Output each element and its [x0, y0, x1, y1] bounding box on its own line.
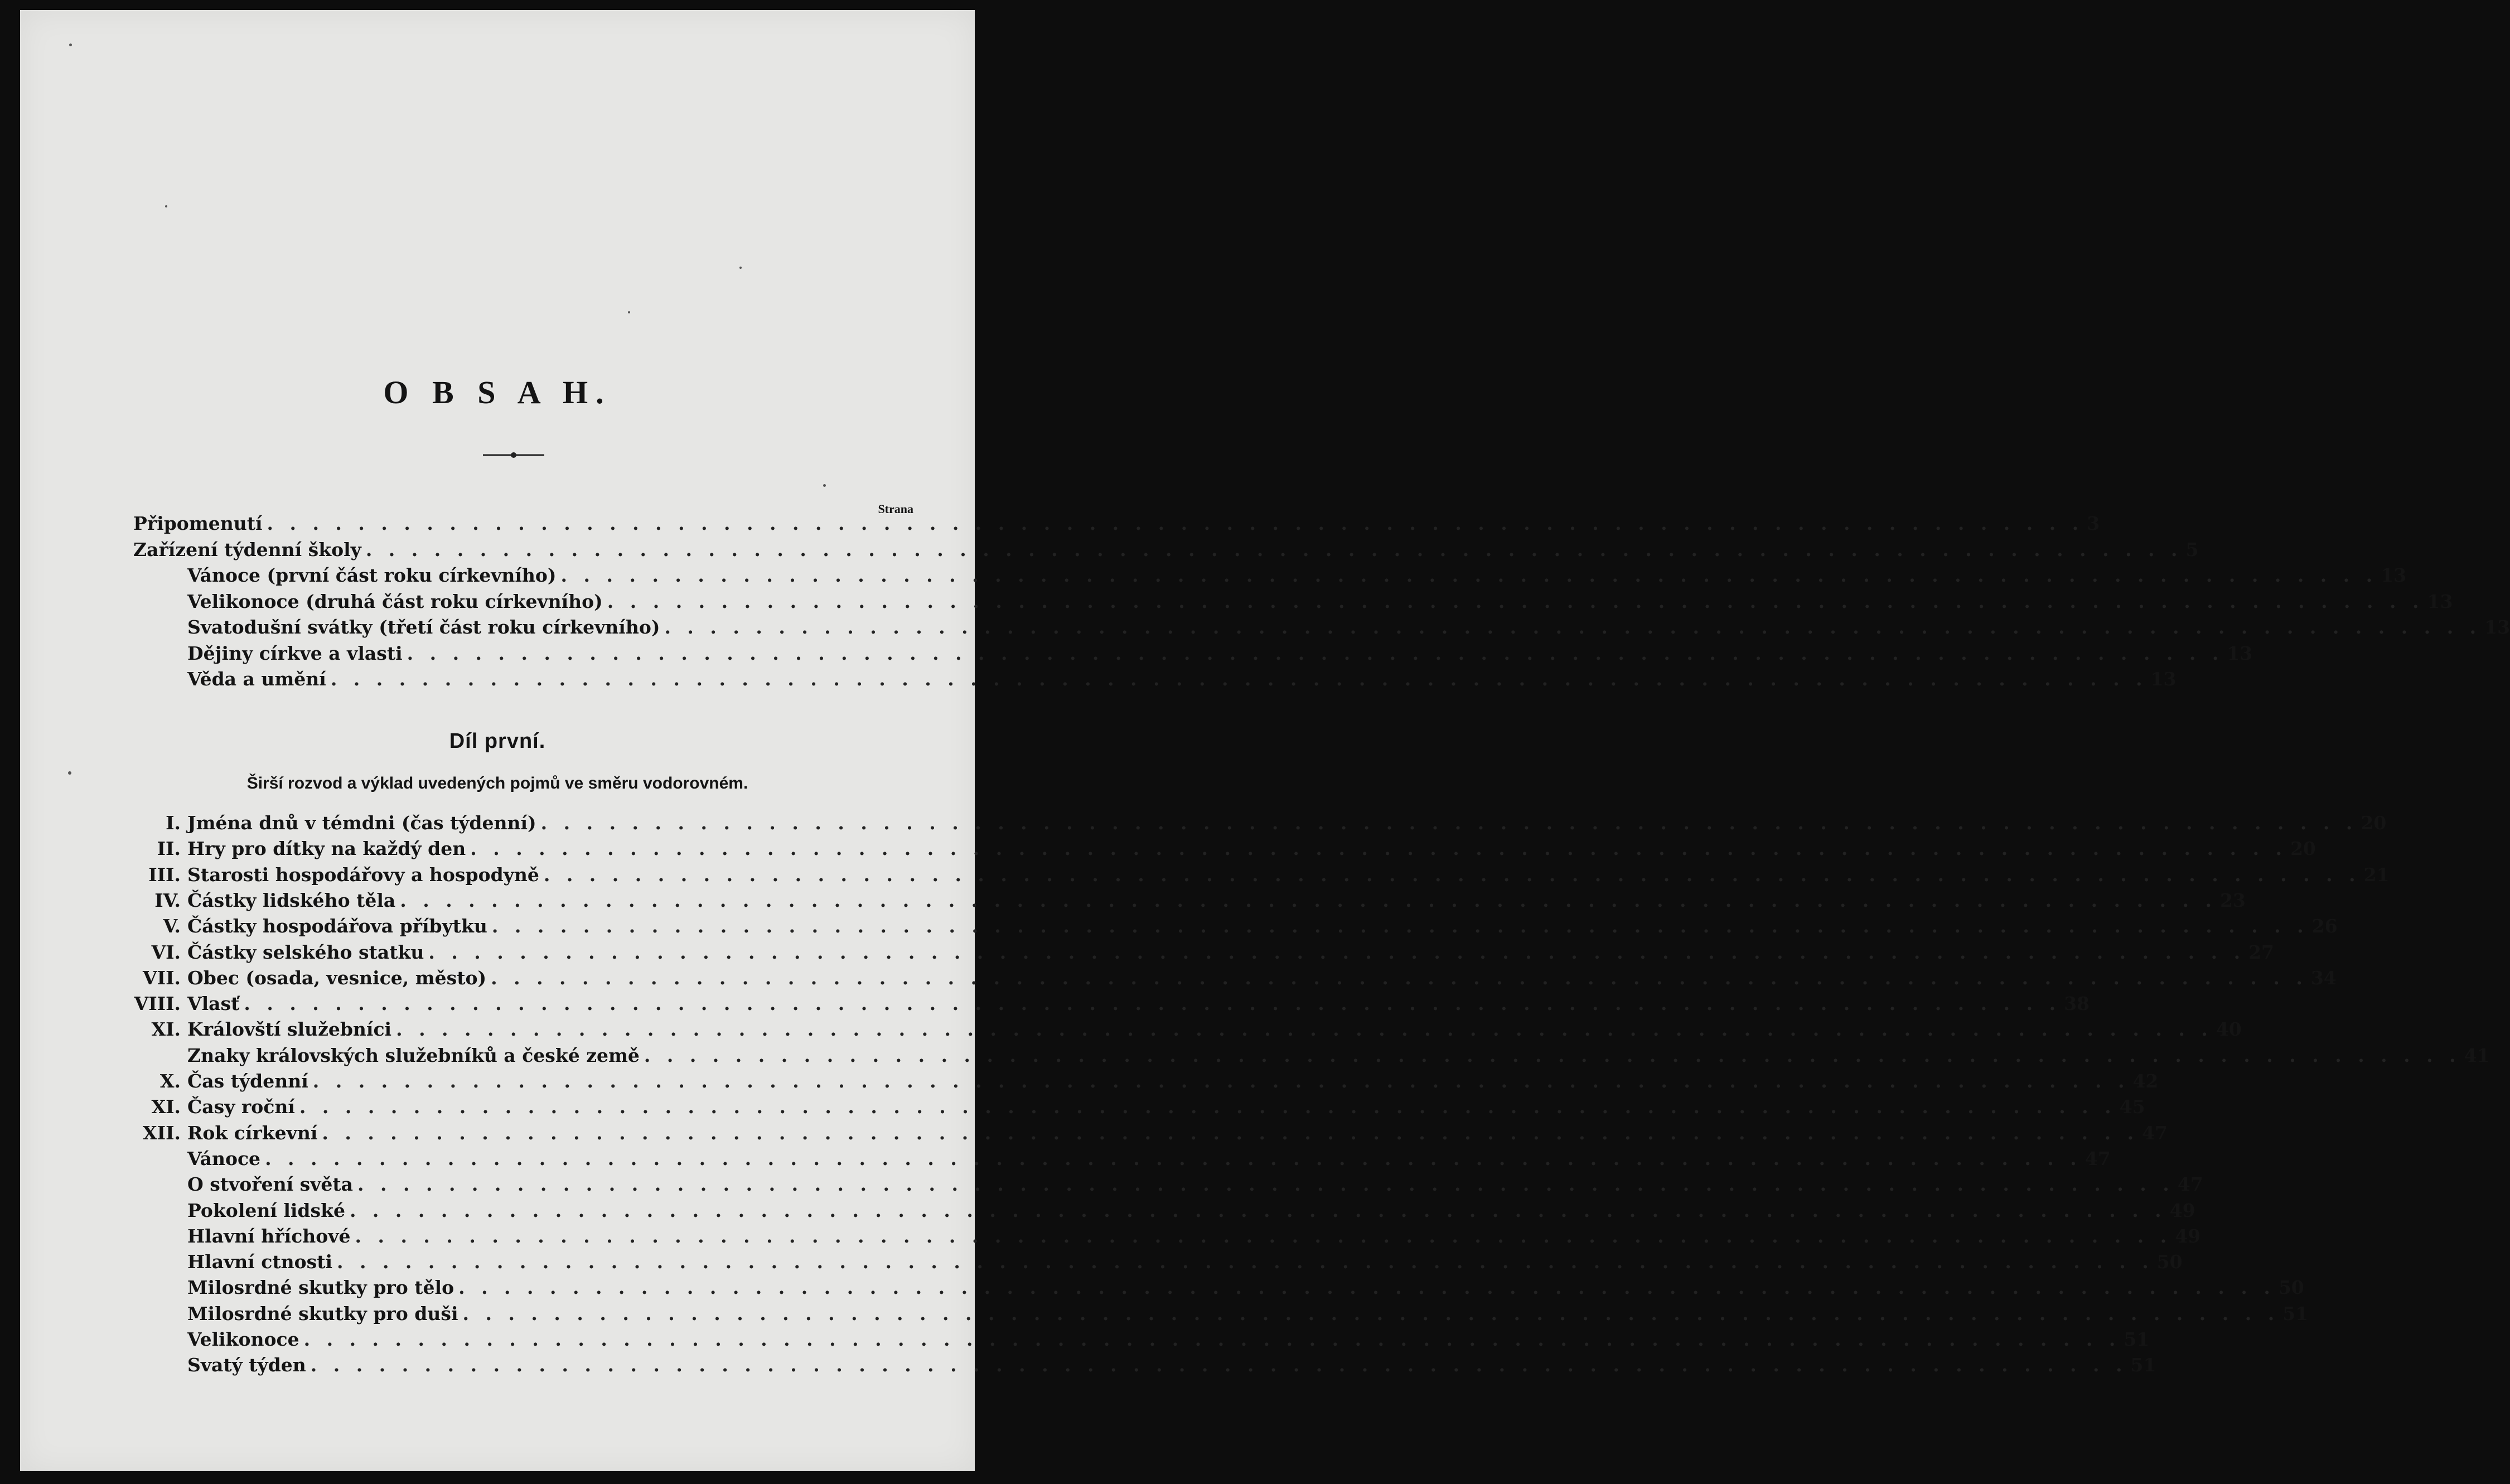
- toc-entry-page: 5: [2185, 538, 2199, 560]
- toc-entry: [157, 836, 2316, 862]
- part-heading: Díl první.: [449, 729, 546, 753]
- leader-dots: . . . . . . . . . . . . . . . . . . . . . . . . . . . . . . . . . . . . . . . . . . . . . . . . . . . . . . . . . . . . . . . . . . . . . . . . . . . . . . . .: [491, 966, 2308, 989]
- book-page: [20, 10, 2510, 1471]
- toc-entry-number: II.: [157, 838, 181, 860]
- toc-entry: [151, 940, 2274, 965]
- toc-entry-title: Věda a umění: [187, 668, 326, 690]
- toc-entry-page: 13: [2484, 616, 2510, 638]
- speck: [628, 311, 630, 313]
- leader-dots: . . . . . . . . . . . . . . . . . . . . . . . . . . . . . . . . . . . . . . . . . . . . . . . . . . . . . . . . . . . . . . . . . . . . . . . . . . . . . . . .: [310, 1354, 2127, 1376]
- toc-entry-number: XI.: [151, 1018, 181, 1041]
- toc-entry: [187, 615, 2510, 640]
- leader-dots: . . . . . . . . . . . . . . . . . . . . . . . . . . . . . . . . . . . . . . . . . . . . . . . . . . . . . . . . . . . . . . . . . . . . . . . . . . . . . . . .: [265, 1147, 2082, 1169]
- toc-entry-page: 51: [2130, 1354, 2156, 1376]
- toc-entry-number: IV.: [154, 889, 181, 911]
- toc-entry-title: Jména dnů v témdni (čas týdenní): [187, 812, 536, 834]
- toc-entry-page: 20: [2361, 812, 2387, 834]
- leader-dots: . . . . . . . . . . . . . . . . . . . . . . . . . . . . . . . . . . . . . . . . . . . . . . . . . . . . . . . . . . . . . . . . . . . . . . . . . . . . . . . .: [664, 616, 2482, 638]
- toc-entry: [134, 991, 2090, 1017]
- toc-entry-page: 47: [2177, 1173, 2203, 1196]
- toc-entry-title: Rok církevní: [187, 1122, 318, 1144]
- toc-entry-number: X.: [159, 1070, 181, 1092]
- toc-entry-number: XI.: [151, 1096, 181, 1118]
- toc-entry-title: O stvoření světa: [187, 1173, 354, 1196]
- toc-entry-page: 47: [2142, 1122, 2168, 1144]
- toc-entry-page: 34: [2310, 966, 2337, 989]
- leader-dots: . . . . . . . . . . . . . . . . . . . . . . . . . . . . . . . . . . . . . . . . . . . . . . . . . . . . . . . . . . . . . . . . . . . . . . . . . . . . . . . .: [244, 993, 2061, 1015]
- speck: [739, 267, 742, 269]
- toc-entry-page: 51: [2124, 1328, 2150, 1350]
- toc-entry-page: 51: [2282, 1302, 2309, 1325]
- toc-entry-number: I.: [166, 812, 181, 834]
- title-ornament: [483, 451, 544, 460]
- toc-entry: [133, 511, 2100, 536]
- toc-entry: [187, 1352, 2156, 1378]
- toc-entry-title: Připomenutí: [133, 513, 263, 534]
- toc-entry-page: 27: [2248, 941, 2274, 963]
- toc-entry-number: VII.: [143, 966, 181, 989]
- leader-dots: . . . . . . . . . . . . . . . . . . . . . . . . . . . . . . . . . . . . . . . . . . . . . . . . . . . . . . . . . . . . . . . . . . . . . . . . . . . . . . . .: [312, 1070, 2130, 1092]
- leader-dots: . . . . . . . . . . . . . . . . . . . . . . . . . . . . . . . . . . . . . . . . . . . . . . . . . . . . . . . . . . . . . . . . . . . . . . . . . . . . . . . .: [470, 838, 2287, 860]
- toc-entry-number: V.: [163, 915, 181, 937]
- toc-entry-title: Znaky královských služebníků a české země: [187, 1044, 640, 1066]
- leader-dots: . . . . . . . . . . . . . . . . . . . . . . . . . . . . . . . . . . . . . . . . . . . . . . . . . . . . . . . . . . . . . . . . . . . . . . . . . . . . . . . .: [299, 1096, 2116, 1118]
- leader-dots: . . . . . . . . . . . . . . . . . . . . . . . . . . . . . . . . . . . . . . . . . . . . . . . . . . . . . . . . . . . . . . . . . . . . . . . . . . . . . . . .: [400, 889, 2217, 911]
- toc-entry-page: 20: [2290, 838, 2316, 860]
- toc-entry-page: 50: [2156, 1251, 2183, 1273]
- toc-entry-page: 40: [2216, 1018, 2242, 1041]
- leader-dots: . . . . . . . . . . . . . . . . . . . . . . . . . . . . . . . . . . . . . . . . . . . . . . . . . . . . . . . . . . . . . . . . . . . . . . . . . . . . . . . .: [396, 1018, 2213, 1041]
- toc-entry-page: 47: [2085, 1147, 2111, 1169]
- page-title: O B S A H.: [383, 374, 612, 410]
- leader-dots: . . . . . . . . . . . . . . . . . . . . . . . . . . . . . . . . . . . . . . . . . . . . . . . . . . . . . . . . . . . . . . . . . . . . . . . . . . . . . . . .: [644, 1044, 2461, 1066]
- toc-entry: [148, 862, 2390, 888]
- toc-entry-title: Vánoce: [187, 1147, 261, 1169]
- toc-entry: [143, 965, 2337, 991]
- leader-dots: . . . . . . . . . . . . . . . . . . . . . . . . . . . . . . . . . . . . . . . . . . . . . . . . . . . . . . . . . . . . . . . . . . . . . . . . . . . . . . . .: [543, 863, 2361, 886]
- toc-entry: [187, 1043, 2490, 1069]
- toc-entry-title: Částky hospodářova příbytku: [187, 915, 487, 937]
- toc-entry: [151, 1094, 2145, 1120]
- toc-entry: [163, 913, 2338, 939]
- toc-entry-page: 13: [2227, 642, 2253, 664]
- toc-entry-title: Hlavní hříchové: [187, 1225, 351, 1247]
- toc-entry-page: 42: [2132, 1070, 2159, 1092]
- toc-entry-page: 50: [2278, 1277, 2304, 1299]
- toc-entry-title: Částky selského statku: [187, 941, 424, 963]
- toc-entry: [187, 1327, 2150, 1352]
- leader-dots: . . . . . . . . . . . . . . . . . . . . . . . . . . . . . . . . . . . . . . . . . . . . . . . . . . . . . . . . . . . . . . . . . . . . . . . . . . . . . . . .: [322, 1122, 2139, 1144]
- toc-entry-number: VIII.: [134, 993, 181, 1015]
- toc-entry-title: Pokolení lidské: [187, 1199, 345, 1221]
- toc-entry-number: XII.: [143, 1122, 181, 1144]
- leader-dots: . . . . . . . . . . . . . . . . . . . . . . . . . . . . . . . . . . . . . . . . . . . . . . . . . . . . . . . . . . . . . . . . . . . . . . . . . . . . . . . .: [428, 941, 2246, 963]
- leader-dots: . . . . . . . . . . . . . . . . . . . . . . . . . . . . . . . . . . . . . . . . . . . . . . . . . . . . . . . . . . . . . . . . . . . . . . . . . . . . . . . .: [540, 812, 2358, 834]
- leader-dots: . . . . . . . . . . . . . . . . . . . . . . . . . . . . . . . . . . . . . . . . . . . . . . . . . . . . . . . . . . . . . . . . . . . . . . . . . . . . . . . .: [458, 1277, 2275, 1299]
- toc-entry-page: 23: [2219, 889, 2246, 911]
- toc-entry-title: Časy roční: [187, 1096, 295, 1118]
- toc-entry-title: Starosti hospodářovy a hospodyně: [187, 863, 539, 886]
- toc-entry-title: Čas týdenní: [187, 1070, 308, 1092]
- toc-entry: [187, 589, 2453, 615]
- toc-entry: [166, 810, 2387, 836]
- leader-dots: . . . . . . . . . . . . . . . . . . . . . . . . . . . . . . . . . . . . . . . . . . . . . . . . . . . . . . . . . . . . . . . . . . . . . . . . . . . . . . . .: [607, 590, 2424, 612]
- toc-entry: [187, 1249, 2183, 1275]
- toc-entry-title: Hry pro dítky na každý den: [187, 838, 466, 860]
- toc-entry-page: 45: [2119, 1096, 2145, 1118]
- leader-dots: . . . . . . . . . . . . . . . . . . . . . . . . . . . . . . . . . . . . . . . . . . . . . . . . . . . . . . . . . . . . . . . . . . . . . . . . . . . . . . . .: [357, 1173, 2174, 1196]
- speck: [69, 43, 72, 46]
- toc-entry-page: 13: [2381, 564, 2407, 586]
- speck: [165, 205, 167, 207]
- toc-entry-title: Svatý týden: [187, 1354, 306, 1376]
- toc-entry-page: 21: [2363, 863, 2390, 886]
- toc-entry-title: Svatodušní svátky (třetí část roku církevního): [187, 616, 660, 638]
- toc-entry-page: 26: [2311, 915, 2338, 937]
- toc-entry-title: Milosrdné skutky pro tělo: [187, 1277, 454, 1299]
- toc-entry-title: Hlavní ctnosti: [187, 1251, 332, 1273]
- toc-entry: [187, 666, 2177, 692]
- toc-entry: [187, 563, 2407, 588]
- leader-dots: . . . . . . . . . . . . . . . . . . . . . . . . . . . . . . . . . . . . . . . . . . . . . . . . . . . . . . . . . . . . . . . . . . . . . . . . . . . . . . . .: [267, 513, 2084, 534]
- toc-entry: [187, 1275, 2304, 1301]
- toc-entry-title: Dějiny církve a vlasti: [187, 642, 403, 664]
- leader-dots: . . . . . . . . . . . . . . . . . . . . . . . . . . . . . . . . . . . . . . . . . . . . . . . . . . . . . . . . . . . . . . . . . . . . . . . . . . . . . . . .: [355, 1225, 2172, 1247]
- toc-entry: [159, 1069, 2159, 1094]
- page-column-label: Strana: [878, 502, 913, 516]
- toc-entry-page: 49: [2169, 1199, 2195, 1221]
- toc-entry-number: VI.: [151, 941, 181, 963]
- leader-dots: . . . . . . . . . . . . . . . . . . . . . . . . . . . . . . . . . . . . . . . . . . . . . . . . . . . . . . . . . . . . . . . . . . . . . . . . . . . . . . . .: [349, 1199, 2166, 1221]
- toc-entry-page: 3: [2087, 513, 2100, 534]
- toc-entry-page: 49: [2175, 1225, 2201, 1247]
- leader-dots: . . . . . . . . . . . . . . . . . . . . . . . . . . . . . . . . . . . . . . . . . . . . . . . . . . . . . . . . . . . . . . . . . . . . . . . . . . . . . . . .: [560, 564, 2378, 586]
- speck: [823, 484, 826, 487]
- toc-entry: [187, 1146, 2111, 1172]
- leader-dots: . . . . . . . . . . . . . . . . . . . . . . . . . . . . . . . . . . . . . . . . . . . . . . . . . . . . . . . . . . . . . . . . . . . . . . . . . . . . . . . .: [365, 538, 2183, 560]
- toc-entry: [187, 641, 2253, 666]
- leader-dots: . . . . . . . . . . . . . . . . . . . . . . . . . . . . . . . . . . . . . . . . . . . . . . . . . . . . . . . . . . . . . . . . . . . . . . . . . . . . . . . .: [462, 1302, 2280, 1325]
- toc-entry-title: Vánoce (první část roku církevního): [187, 564, 557, 586]
- toc-entry-page: 13: [2150, 668, 2177, 690]
- toc-entry: [151, 1017, 2242, 1042]
- toc-entry-page: 13: [2427, 590, 2453, 612]
- toc-entry-title: Zařízení týdenní školy: [133, 538, 361, 560]
- toc-entry: [187, 1301, 2309, 1327]
- toc-entry-page: 38: [2064, 993, 2090, 1015]
- leader-dots: . . . . . . . . . . . . . . . . . . . . . . . . . . . . . . . . . . . . . . . . . . . . . . . . . . . . . . . . . . . . . . . . . . . . . . . . . . . . . . . .: [407, 642, 2224, 664]
- toc-entry: [187, 1198, 2195, 1224]
- toc-entry-title: Milosrdné skutky pro duši: [187, 1302, 458, 1325]
- toc-entry: [154, 888, 2246, 913]
- toc-entry-title: Obec (osada, vesnice, město): [187, 966, 487, 989]
- leader-dots: . . . . . . . . . . . . . . . . . . . . . . . . . . . . . . . . . . . . . . . . . . . . . . . . . . . . . . . . . . . . . . . . . . . . . . . . . . . . . . . .: [303, 1328, 2121, 1350]
- toc-entry: [187, 1224, 2201, 1249]
- toc-entry-title: Vlasť: [187, 993, 240, 1015]
- toc-entry-title: Velikonoce (druhá část roku církevního): [187, 590, 603, 612]
- toc-entry: [133, 537, 2199, 563]
- leader-dots: . . . . . . . . . . . . . . . . . . . . . . . . . . . . . . . . . . . . . . . . . . . . . . . . . . . . . . . . . . . . . . . . . . . . . . . . . . . . . . . .: [491, 915, 2309, 937]
- leader-dots: . . . . . . . . . . . . . . . . . . . . . . . . . . . . . . . . . . . . . . . . . . . . . . . . . . . . . . . . . . . . . . . . . . . . . . . . . . . . . . . .: [337, 1251, 2154, 1273]
- toc-entry-title: Velikonoce: [187, 1328, 299, 1350]
- leader-dots: . . . . . . . . . . . . . . . . . . . . . . . . . . . . . . . . . . . . . . . . . . . . . . . . . . . . . . . . . . . . . . . . . . . . . . . . . . . . . . . .: [330, 668, 2148, 690]
- toc-entry-page: 41: [2464, 1044, 2490, 1066]
- toc-entry: [143, 1120, 2168, 1146]
- toc-entry: [187, 1172, 2203, 1197]
- toc-entry-title: Královští služebníci: [187, 1018, 392, 1041]
- toc-entry-title: Částky lidského těla: [187, 889, 396, 911]
- part-subheading: Širší rozvod a výklad uvedených pojmů ve směru vodorovném.: [246, 774, 748, 792]
- toc-entry-number: III.: [148, 863, 181, 886]
